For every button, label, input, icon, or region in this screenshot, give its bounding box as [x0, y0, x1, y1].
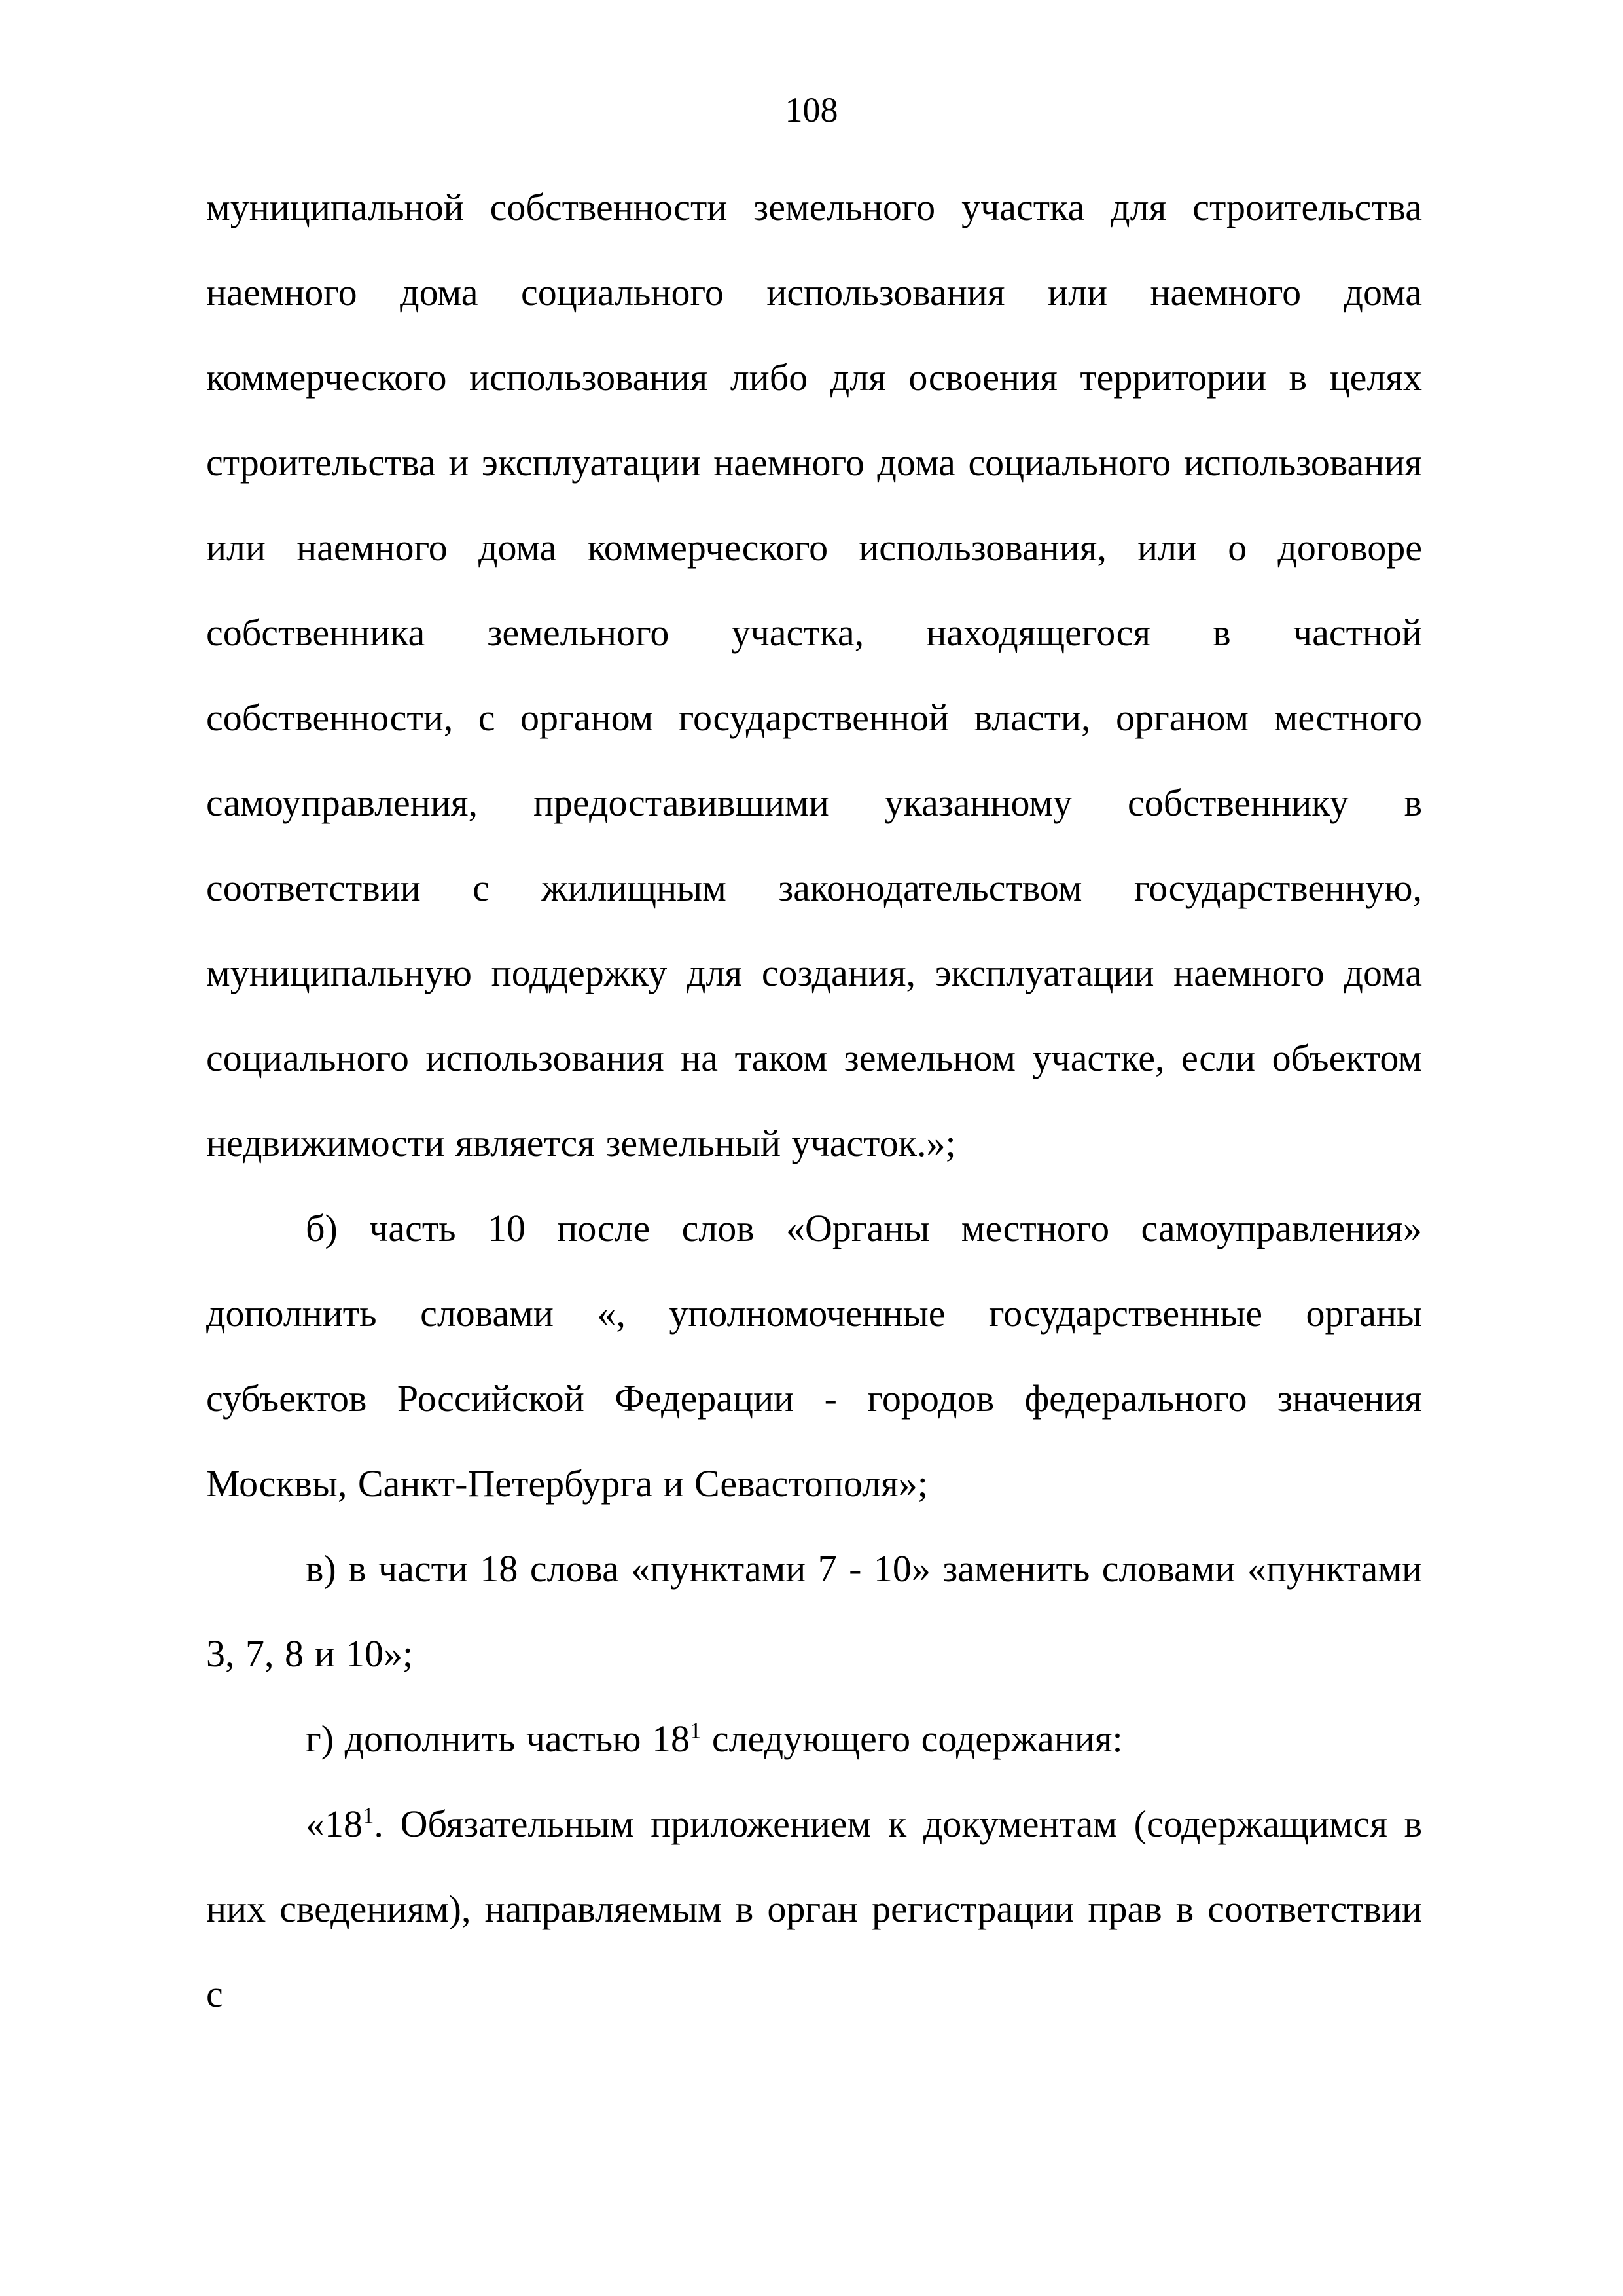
paragraph [206, 1696, 1422, 1782]
paragraph [206, 165, 1422, 1186]
paragraph-text: следующего содержания: [701, 1717, 1123, 1760]
paragraph-text: в) в части 18 слова «пунктами 7 - 10» заменить словами «пунктами 3, 7, 8 и 10»; [206, 1547, 1422, 1675]
document-body [206, 165, 1422, 2037]
paragraph-text: . Обязательным приложением к документам (содержащимся в них сведениям), направляемым в орган регистрации прав в соответствии с [206, 1803, 1422, 2015]
paragraph [206, 1782, 1422, 2037]
page-number: 108 [785, 90, 838, 130]
superscript-digit: 1 [363, 1803, 374, 1829]
paragraph-text: г) дополнить частью 18 [306, 1717, 690, 1760]
paragraph-text: б) часть 10 после слов «Органы местного самоуправления» дополнить словами «, уполномоченные государственные органы субъектов Российской Федерации - городов федерального значения Москвы, Санкт-Петербурга и Севастополя»; [206, 1207, 1422, 1505]
paragraph-text: «18 [306, 1803, 363, 1845]
paragraph [206, 1526, 1422, 1696]
paragraph-text: муниципальной собственности земельного участка для строительства наемного дома социального использования или наемного дома коммерческого использования либо для освоения территории в целях строительства и эксплуатации наемного дома социального использования или наемного дома коммерческого использования, или о договоре собственника земельного участка, находящегося в частной собственности, с органом государственной власти, органом местного самоуправления, предоставившими указанному собственнику в соответствии с жилищным законодательством государственную, муниципальную поддержку для создания, эксплуатации наемного дома социального использования на таком земельном участке, если объектом недвижимости является земельный участок.»; [206, 186, 1422, 1164]
superscript-digit: 1 [690, 1717, 702, 1744]
paragraph [206, 1186, 1422, 1526]
